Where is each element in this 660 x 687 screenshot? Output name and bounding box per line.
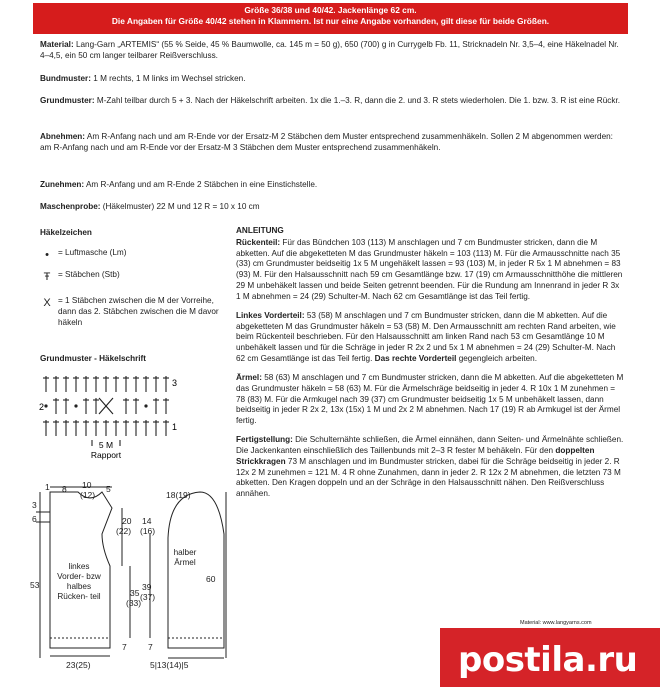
svg-text:(37): (37)	[140, 592, 156, 602]
sleeve-outline	[168, 492, 224, 648]
svg-text:5: 5	[106, 484, 111, 494]
size-line: Größe 36/38 und 40/42. Jackenlänge 62 cm.	[244, 5, 417, 15]
zunehmen-label: Zunehmen:	[40, 180, 85, 189]
sleeve-piece-label: halber Ärmel	[173, 548, 197, 567]
size-info-banner	[33, 3, 628, 34]
svg-text:53: 53	[30, 580, 40, 590]
linkes-vorderteil-section: Linkes Vorderteil: 53 (58) M anschlagen und 7 cm Bundmuster stricken, dann die M abketten. Auf die abgeketteten M das Grundmuster häkeln = 53 (58) M. Den Armausschnitt am rechten Rand arbeiten, wie beim Rückenteil beschrieben. Für den Halsausschnitt am linken Rand nach 53 cm Gesamtlänge 10 M unbehäkelt lassen und für die Schräge in jeder R 2x 2 und 5x 1 M abnehmen = 24 (29) Schulter-M. Nach 62 cm Gesamtlänge ist das Teil fertig. Das rechte Vorderteil gegengleich arbeiten.	[236, 310, 616, 364]
svg-text:14: 14	[142, 516, 152, 526]
grundmuster-label: Grundmuster:	[40, 96, 95, 105]
material-label: Material:	[40, 40, 74, 49]
legend-text: = 1 Stäbchen zwischen die M der Vorreihe, dann das 2. Stäbchen zwischen die M davor häkeln	[58, 296, 219, 327]
abnehmen-section	[40, 132, 620, 154]
legend-title: Häkelzeichen	[40, 228, 92, 237]
maschenprobe-label: Maschenprobe:	[40, 202, 101, 211]
svg-text:7: 7	[148, 642, 153, 652]
bundmuster-label: Bundmuster:	[40, 74, 91, 83]
svg-text:(16): (16)	[140, 526, 156, 536]
abnehmen-text: Am R-Anfang nach und am R-Ende vor der Ersatz-M 2 Stäbchen dem Muster entsprechend zusammenhäkeln. Sollen 2 M abgenommen werden: am R-Anfang nach und am R-Ende vor der Ersatz-M 3 Stäbchen dem Muster entsprechend zusammenhäkeln.	[40, 132, 613, 152]
svg-text:60: 60	[206, 574, 216, 584]
row-label-2: 2	[39, 402, 45, 412]
instructions	[236, 226, 626, 508]
rapport-count: 5 M	[98, 440, 114, 450]
svg-text:20: 20	[122, 516, 132, 526]
aermel-section: Ärmel: 58 (63) M anschlagen und 7 cm Bundmuster stricken, dann die M abketten. Auf die abgeketteten M das Grundmuster häkeln = 58 (63) M. Für die Ärmelschräge beidseitig in jeder 4. R 10x 1 M zunehmen = 78 (83) M. Für die Armkugel nach 39 (37) cm Grundmuster beidseitig 1x 5 M unbehäkelt lassen, dann beidseitig in jeder R 2x 2, 13x (15x) 1 M und 2x 2 M abnehmen. Nach 17 (19) R ab Armkugel ist der Ärmel fertig.	[236, 372, 624, 426]
brand-logo-text: postila.ru	[458, 640, 638, 680]
legend-text: = Luftmasche (Lm)	[58, 248, 127, 257]
fertigstellung-section: Fertigstellung: Die Schulternähte schließen, die Ärmel einnähen, dann Seiten- und Ärmelnähte schließen. Die Jackenkanten einschließlich des Taillenbunds mit 2–3 R fester M behäkeln. Für den doppelten Strickkragen 73 M anschlagen und im Bundmuster stricken, dabei für die Schräge beidseitig in jeder 2. R 12x 2 M zunehmen = 121 M. 4 R ohne Zunahmen, dann in jeder 2. R 12x 2 M abnehmen, die letzten 73 M abketten. Den Kragen doppeln und an der Schräge in den Halsausschnitt nähen. Den Reißverschluss annähen.	[236, 435, 624, 499]
row-label-3: 3	[172, 378, 178, 388]
svg-text:23(25): 23(25)	[66, 660, 91, 670]
svg-text:(33): (33)	[126, 598, 142, 608]
row-label-1: 1	[172, 422, 178, 432]
svg-text:3: 3	[32, 500, 37, 510]
svg-text:6: 6	[32, 514, 37, 524]
material-section	[40, 40, 620, 62]
size-note: Die Angaben für Größe 40/42 stehen in Klammern. Ist nur eine Angabe vorhanden, gilt diese für beide Größen.	[111, 15, 550, 26]
svg-text:1: 1	[45, 482, 50, 492]
zunehmen-section	[40, 180, 620, 191]
material-credit: Material: www.langyarns.com	[520, 620, 592, 626]
svg-text:7: 7	[122, 642, 127, 652]
bundmuster-section	[40, 74, 620, 85]
chart-row-2	[53, 398, 169, 414]
anleitung-title: ANLEITUNG	[236, 226, 284, 235]
svg-text:35: 35	[130, 588, 140, 598]
rueckenteil-section: Rückenteil: Für das Bündchen 103 (113) M anschlagen und 7 cm Bundmuster stricken, dann die M abketten. Auf die abgeketteten M das Grundmuster häkeln = 103 (113) M. Für die Armausschnitte nach 35 (33) cm Grundmuster beidseitig 1x 5 M ungehäkelt lassen = 93 (103) M, in jeder R 5x 1 M abnehmen = 83 (93) M. Für den Halsausschnitt nach 59 cm Gesamtlänge bzw. 17 (19) cm Armausschnitthöhe die mittleren 29 M unbehäkelt lassen und beide Seiten getrennt beenden. Für die Rundung am Innenrand in jeder R 3x 1 M abnehmen = 24 (29) Schulter-M. Nach 62 cm Gesamtlänge ist das Teil fertig.	[236, 237, 623, 301]
chart-row-1	[43, 420, 169, 436]
maschenprobe-text: (Häkelmuster) 22 M und 12 R = 10 x 10 cm	[102, 202, 260, 211]
double-crochet-icon: Ŧ	[43, 271, 51, 283]
chain-stitch-icon: •	[45, 249, 49, 261]
material-text: Lang-Garn „ARTEMIS“ (55 % Seide, 45 % Baumwolle, ca. 145 m = 50 g), 650 (700) g in Currygelb Fb. 11, Stricknadeln Nr. 3,5–4, eine Häkelnadel Nr. 4–4,5, ein 50 cm langer teilbarer Reißverschluss.	[40, 40, 619, 60]
crossed-stitch-icon: X	[43, 297, 51, 309]
svg-text:(22): (22)	[116, 526, 132, 536]
svg-text:18(19): 18(19)	[166, 490, 191, 500]
legend-text: = Stäbchen (Stb)	[58, 270, 120, 279]
front-piece-label: linkes Vorder- bzw halbes Rücken- teil	[57, 562, 101, 601]
svg-text:5|13(14)|5: 5|13(14)|5	[150, 660, 189, 670]
bundmuster-text: 1 M rechts, 1 M links im Wechsel stricken.	[93, 74, 246, 83]
svg-text:8: 8	[62, 484, 67, 494]
crochet-chart	[40, 366, 190, 462]
grundmuster-text: M-Zahl teilbar durch 5 + 3. Nach der Häkelschrift arbeiten. 1x die 1.–3. R, dann die 2. und 3. R stets wiederholen. Die 1. bzw. 3. R ist eine Rückr.	[96, 96, 621, 105]
chart-row-3	[43, 376, 169, 392]
svg-text:10: 10	[82, 480, 92, 490]
svg-text:(12): (12)	[80, 490, 96, 500]
grundmuster-section	[40, 96, 620, 107]
chart-title: Grundmuster - Häkelschrift	[40, 354, 147, 363]
maschenprobe-section	[40, 202, 620, 213]
rapport-label: Rapport	[90, 450, 122, 460]
svg-text:39: 39	[142, 582, 152, 592]
abnehmen-label: Abnehmen:	[40, 132, 86, 141]
zunehmen-text: Am R-Anfang und am R-Ende 2 Stäbchen in eine Einstichstelle.	[85, 180, 318, 189]
